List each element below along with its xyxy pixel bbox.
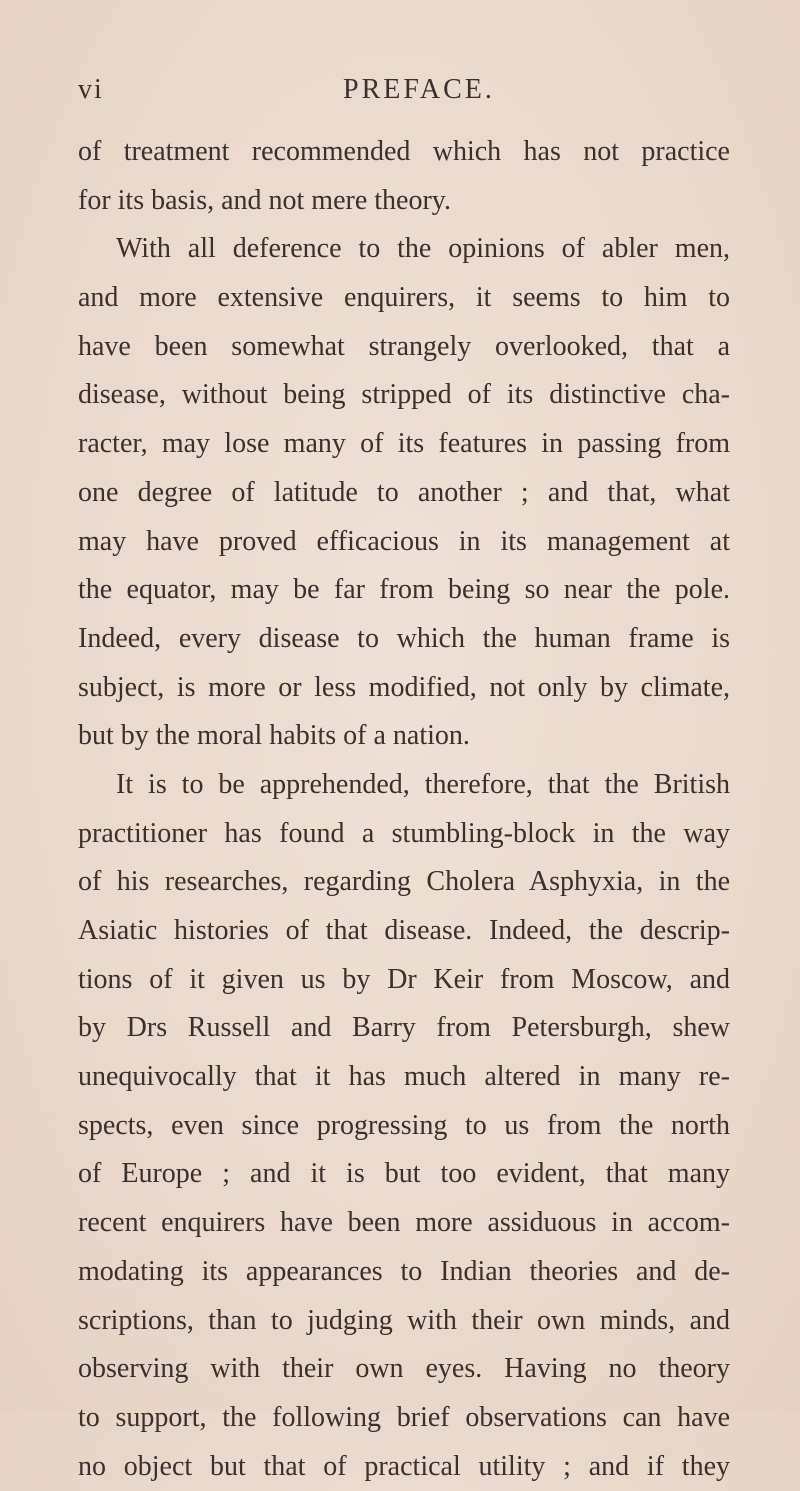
text-line: no object but that of practical utility ; and if they [78,1450,730,1482]
text-line: the equator, may be far from being so near the pole. [78,574,730,606]
text-line: practitioner has found a stumbling-block in the way [78,817,730,849]
text-line: to support, the following brief observations can have [78,1401,730,1433]
text-line: but by the moral habits of a nation. [78,720,470,752]
running-title: PREFACE. [343,74,495,105]
text-line: subject, is more or less modified, not only by climate, [78,671,730,703]
text-line: of his researches, regarding Cholera Asphyxia, in the [78,866,730,898]
text-line: It is to be apprehended, therefore, that the British [116,768,730,800]
text-line: tions of it given us by Dr Keir from Moscow, and [78,963,730,995]
page-number: vi [78,74,104,105]
body-text [78,128,730,1491]
running-head [78,74,728,114]
text-line: of treatment recommended which has not practice [78,136,730,167]
text-line: observing with their own eyes. Having no theory [78,1353,730,1385]
text-line: for its basis, and not mere theory. [78,184,451,216]
text-line: and more extensive enquirers, it seems to him to [78,282,730,314]
text-line: one degree of latitude to another ; and that, what [78,476,730,508]
text-line: recent enquirers have been more assiduous in accom- [78,1207,730,1239]
text-line: have been somewhat strangely overlooked, that a [78,330,730,362]
text-line: by Drs Russell and Barry from Petersburgh, shew [78,1012,730,1044]
text-line: of Europe ; and it is but too evident, that many [78,1158,730,1190]
text-line: With all deference to the opinions of abler men, [116,233,730,265]
text-line: racter, may lose many of its features in passing from [78,428,730,460]
text-line: unequivocally that it has much altered in many re- [78,1061,730,1093]
text-line: spects, even since progressing to us from the north [78,1109,730,1141]
text-line: scriptions, than to judging with their own minds, and [78,1304,730,1336]
text-line: Asiatic histories of that disease. Indeed, the descrip- [78,915,730,946]
text-line: modating its appearances to Indian theories and de- [78,1255,730,1287]
text-line: disease, without being stripped of its distinctive cha- [78,379,730,411]
text-line: Indeed, every disease to which the human frame is [78,622,730,654]
text-line: may have proved efficacious in its management at [78,525,730,557]
